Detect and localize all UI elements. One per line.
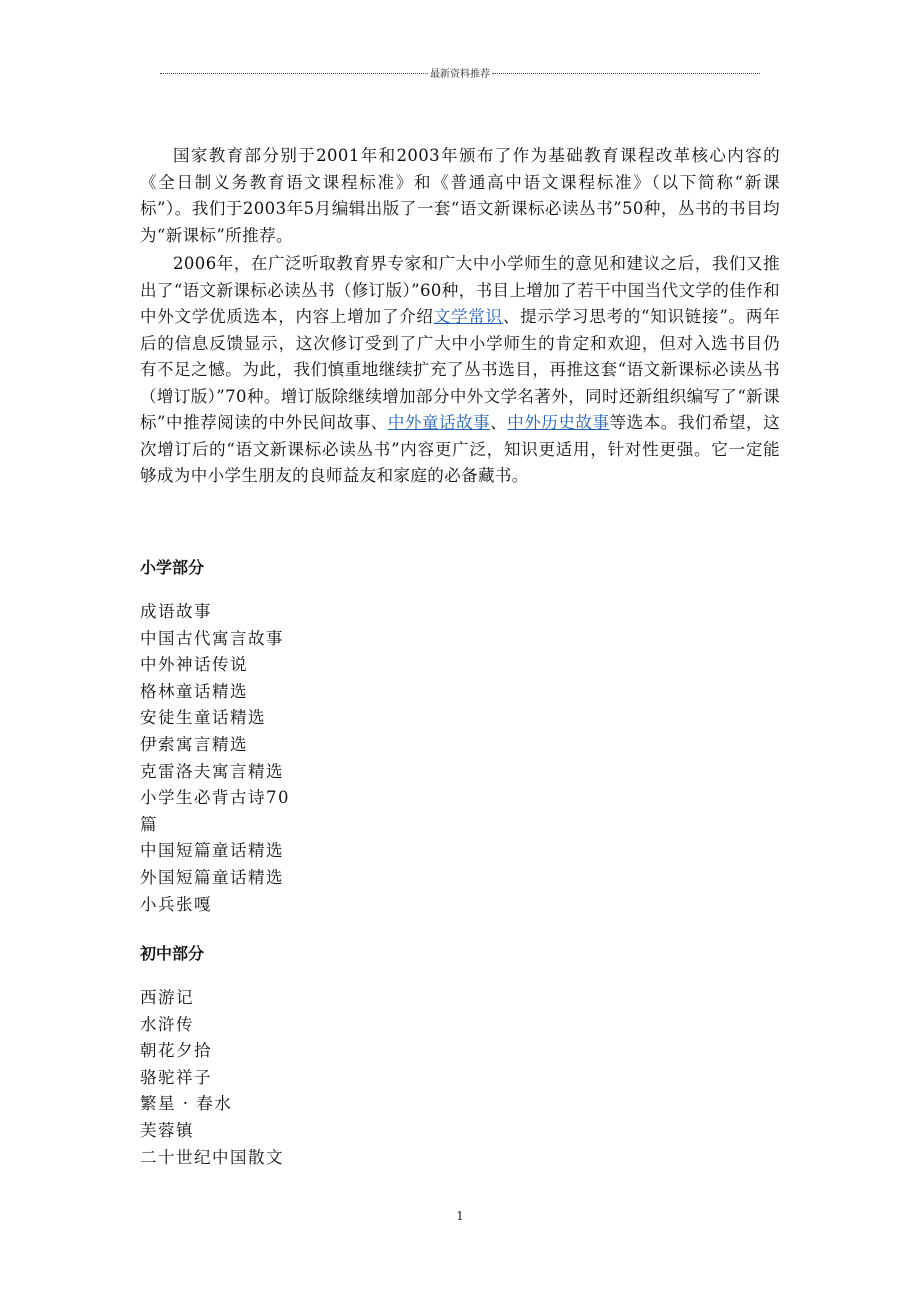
book-list-item: 格林童话精选	[140, 681, 248, 701]
book-list-item: 骆驼祥子	[140, 1067, 212, 1087]
link-literary-knowledge[interactable]: 文学常识	[433, 307, 503, 326]
book-list-item: 外国短篇童话精选	[140, 867, 284, 887]
header-dotted-rule-right	[492, 73, 760, 74]
book-list-item: 水浒传	[140, 1014, 194, 1034]
book-list-item: 成语故事	[140, 602, 212, 621]
book-list-item: 小学生必背古诗70篇	[140, 788, 290, 834]
book-list-item: 西游记	[140, 988, 194, 1007]
book-list-item: 繁星 · 春水	[140, 1094, 233, 1114]
book-list-item: 中国短篇童话精选	[140, 841, 284, 861]
header-text: 最新资料推荐	[430, 68, 490, 80]
book-list-item: 克雷洛夫寓言精选	[140, 761, 284, 781]
book-list-item: 芙蓉镇	[140, 1120, 194, 1140]
intro-paragraph-2-part-c: 、	[490, 413, 508, 432]
junior-book-list	[140, 985, 300, 1171]
book-list-item: 中国古代寓言故事	[140, 628, 284, 648]
book-list-item: 朝花夕拾	[140, 1041, 212, 1061]
book-list-item: 伊索寓言精选	[140, 734, 248, 754]
link-fairy-tales[interactable]: 中外童话故事	[387, 413, 491, 432]
intro-section	[140, 143, 780, 490]
book-list-item: 中外神话传说	[140, 655, 248, 675]
book-list-item: 安徒生童话精选	[140, 708, 266, 728]
page-header	[160, 62, 760, 82]
link-history-stories[interactable]: 中外历史故事	[507, 413, 610, 432]
intro-paragraph-2-part-a: 2006年，在广泛听取教育界专家和广大中小学师生的意见和建议之后，我们又推出了“语文新课标必读丛书（修订版）”60种，书目上增加了若干中国当代文学的佳作和中外文学优质选本，内容上增加了介绍	[140, 254, 780, 326]
primary-section-title: 小学部分	[140, 558, 205, 577]
intro-paragraph-1: 国家教育部分别于2001年和2003年颁布了作为基础教育课程改革核心内容的《全日制义务教育语文课程标准》和《普通高中语文课程标准》（以下简称“新课标”）。我们于2003年5月编辑出版了一套“语文新课标必读丛书”50种，丛书的书目均为“新课标”所推荐。	[140, 146, 780, 245]
header-dotted-rule-left	[160, 73, 428, 74]
page-number: 1	[456, 1209, 464, 1223]
primary-book-list	[140, 599, 300, 918]
intro-paragraph-2-part-d: 等选本。我们希望，这次增订后的“语文新课标必读丛书”内容更广泛，知识更适用，针对性更强。它一定能够成为中小学生朋友的良师益友和家庭的必备藏书。	[140, 413, 781, 485]
intro-paragraph-2	[140, 251, 780, 490]
book-list-item: 小兵张嘎	[140, 894, 212, 914]
book-list-item: 二十世纪中国散文	[140, 1147, 284, 1167]
intro-paragraph-2-part-b: 、提示学习思考的“知识链接”。两年后的信息反馈显示，这次修订受到了广大中小学师生的肯定和欢迎，但对入选书目仍有不足之憾。为此，我们慎重地继续扩充了丛书选目，再推这套“语文新课标必读丛书（增订版）”70种。增订版除继续增加部分中外文学名著外，同时还新组织编写了“新课标”中推荐阅读的中外民间故事、	[140, 307, 780, 432]
junior-section-title: 初中部分	[140, 944, 205, 963]
